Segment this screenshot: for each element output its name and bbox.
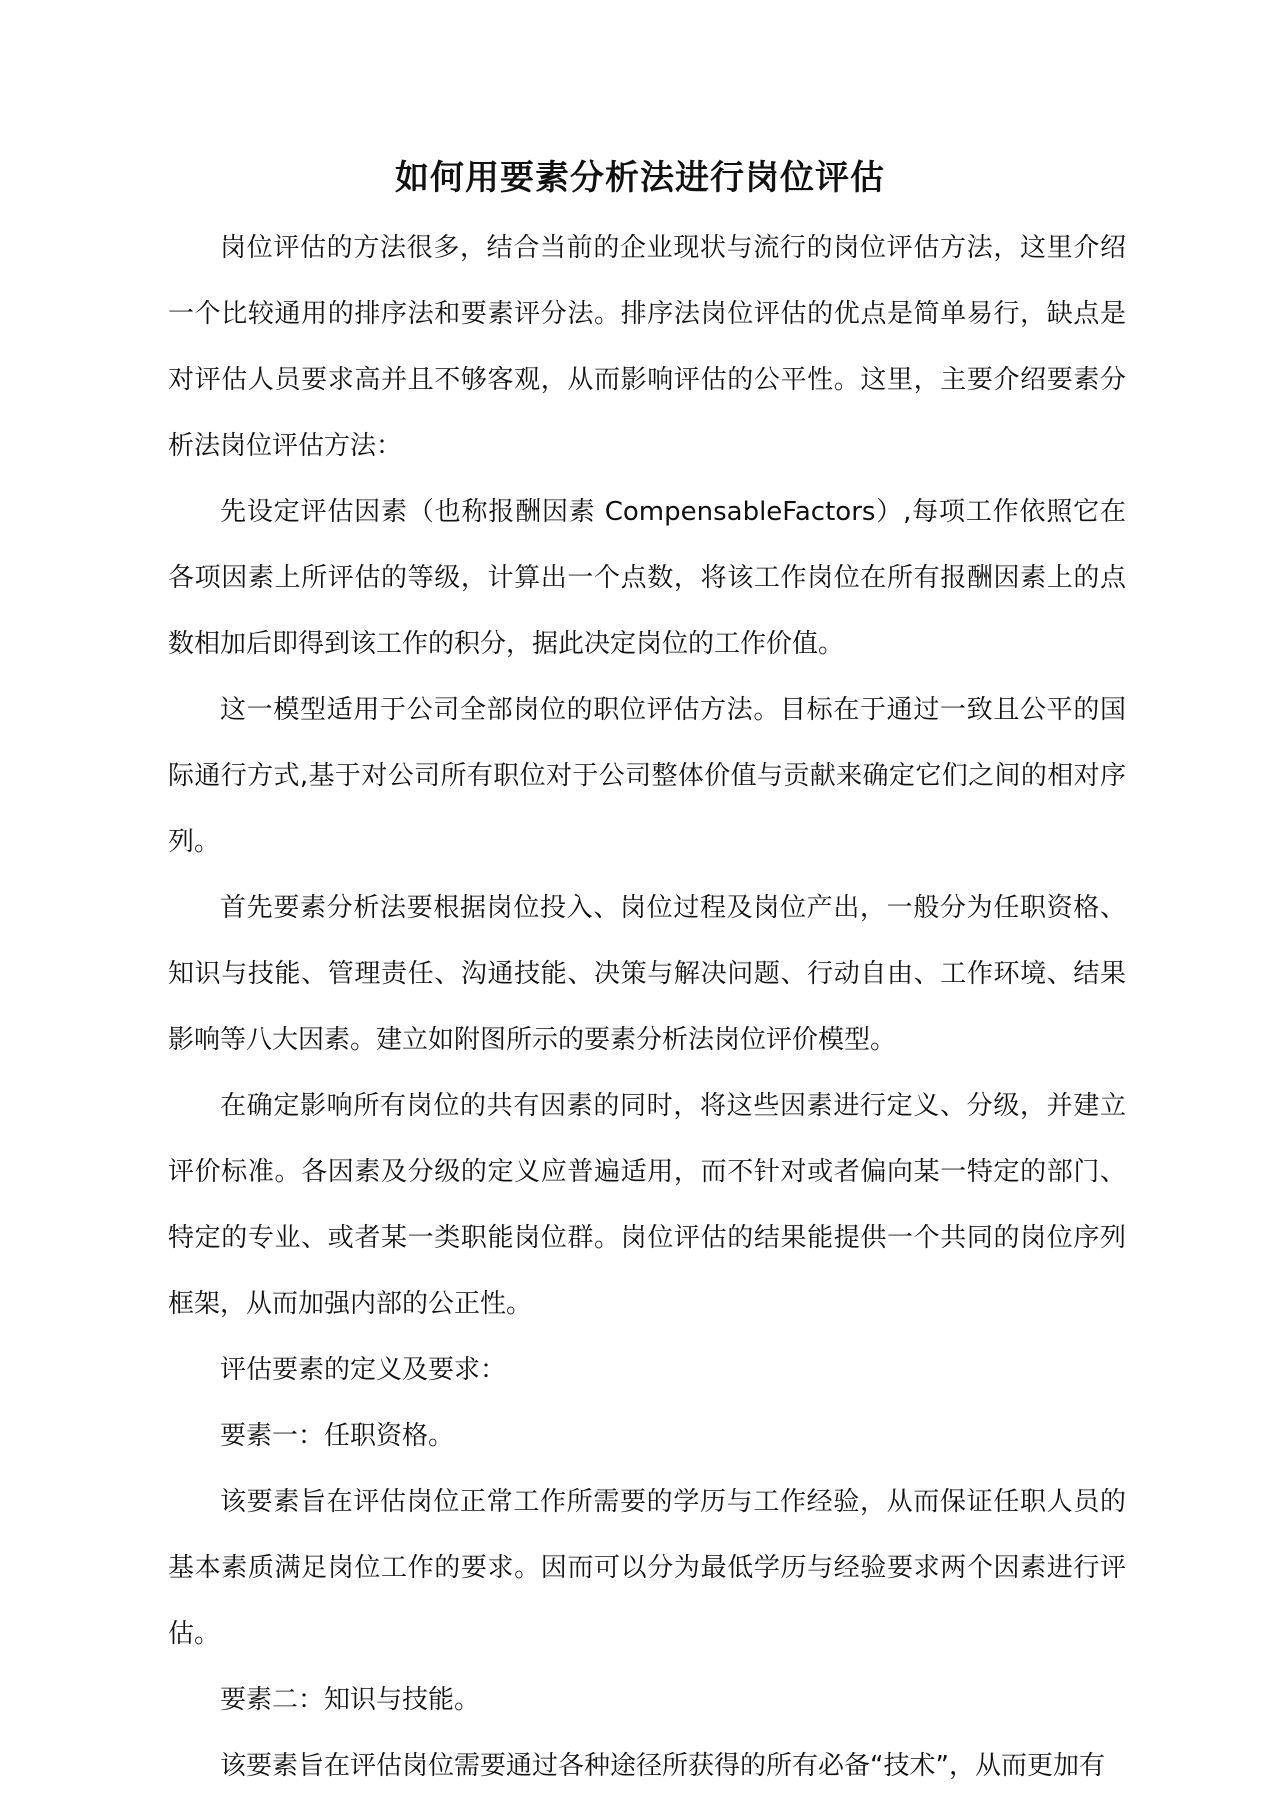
paragraph-factor-two-body: 该要素旨在评估岗位需要通过各种途径所获得的所有必备“技术”，从而更加有: [220, 1751, 1105, 1781]
paragraph-intro: 岗位评估的方法很多，结合当前的企业现状与流行的岗位评估方法，这里介绍一个比较通用的排序法和要素评分法。排序法岗位评估的优点是简单易行，缺点是对评估人员要求高并且不够客观，从而影响评估的公平性。这里，主要介绍要素分析法岗位评估方法：: [168, 233, 1126, 461]
paragraph-eight-factors: 首先要素分析法要根据岗位投入、岗位过程及岗位产出，一般分为任职资格、知识与技能、管理责任、沟通技能、决策与解决问题、行动自由、工作环境、结果影响等八大因素。建立如附图所示的要素分析法岗位评价模型。: [168, 893, 1126, 1055]
paragraph-factor-one-body: 该要素旨在评估岗位正常工作所需要的学历与工作经验，从而保证任职人员的基本素质满足岗位工作的要求。因而可以分为最低学历与经验要求两个因素进行评估。: [168, 1487, 1126, 1649]
document-body: [168, 215, 1126, 1799]
document-title: 如何用要素分析法进行岗位评估: [395, 157, 885, 198]
paragraph-factor-one-heading: 要素一：任职资格。: [220, 1421, 455, 1451]
paragraph-factor-definition: 先设定评估因素（也称报酬因素 CompensableFactors）,每项工作依照它在各项因素上所评估的等级，计算出一个点数，将该工作岗位在所有报酬因素上的点数相加后即得到该工作的积分，据此决定岗位的工作价值。: [168, 497, 1126, 659]
paragraph-standards: 在确定影响所有岗位的共有因素的同时，将这些因素进行定义、分级，并建立评价标准。各因素及分级的定义应普遍适用，而不针对或者偏向某一特定的部门、特定的专业、或者某一类职能岗位群。岗位评估的结果能提供一个共同的岗位序列框架，从而加强内部的公正性。: [168, 1091, 1126, 1319]
paragraph-model-scope: 这一模型适用于公司全部岗位的职位评估方法。目标在于通过一致且公平的国际通行方式,基于对公司所有职位对于公司整体价值与贡献来确定它们之间的相对序列。: [168, 695, 1126, 857]
paragraph-factor-two-heading: 要素二：知识与技能。: [220, 1685, 481, 1715]
paragraph-requirements-heading: 评估要素的定义及要求：: [220, 1355, 507, 1385]
